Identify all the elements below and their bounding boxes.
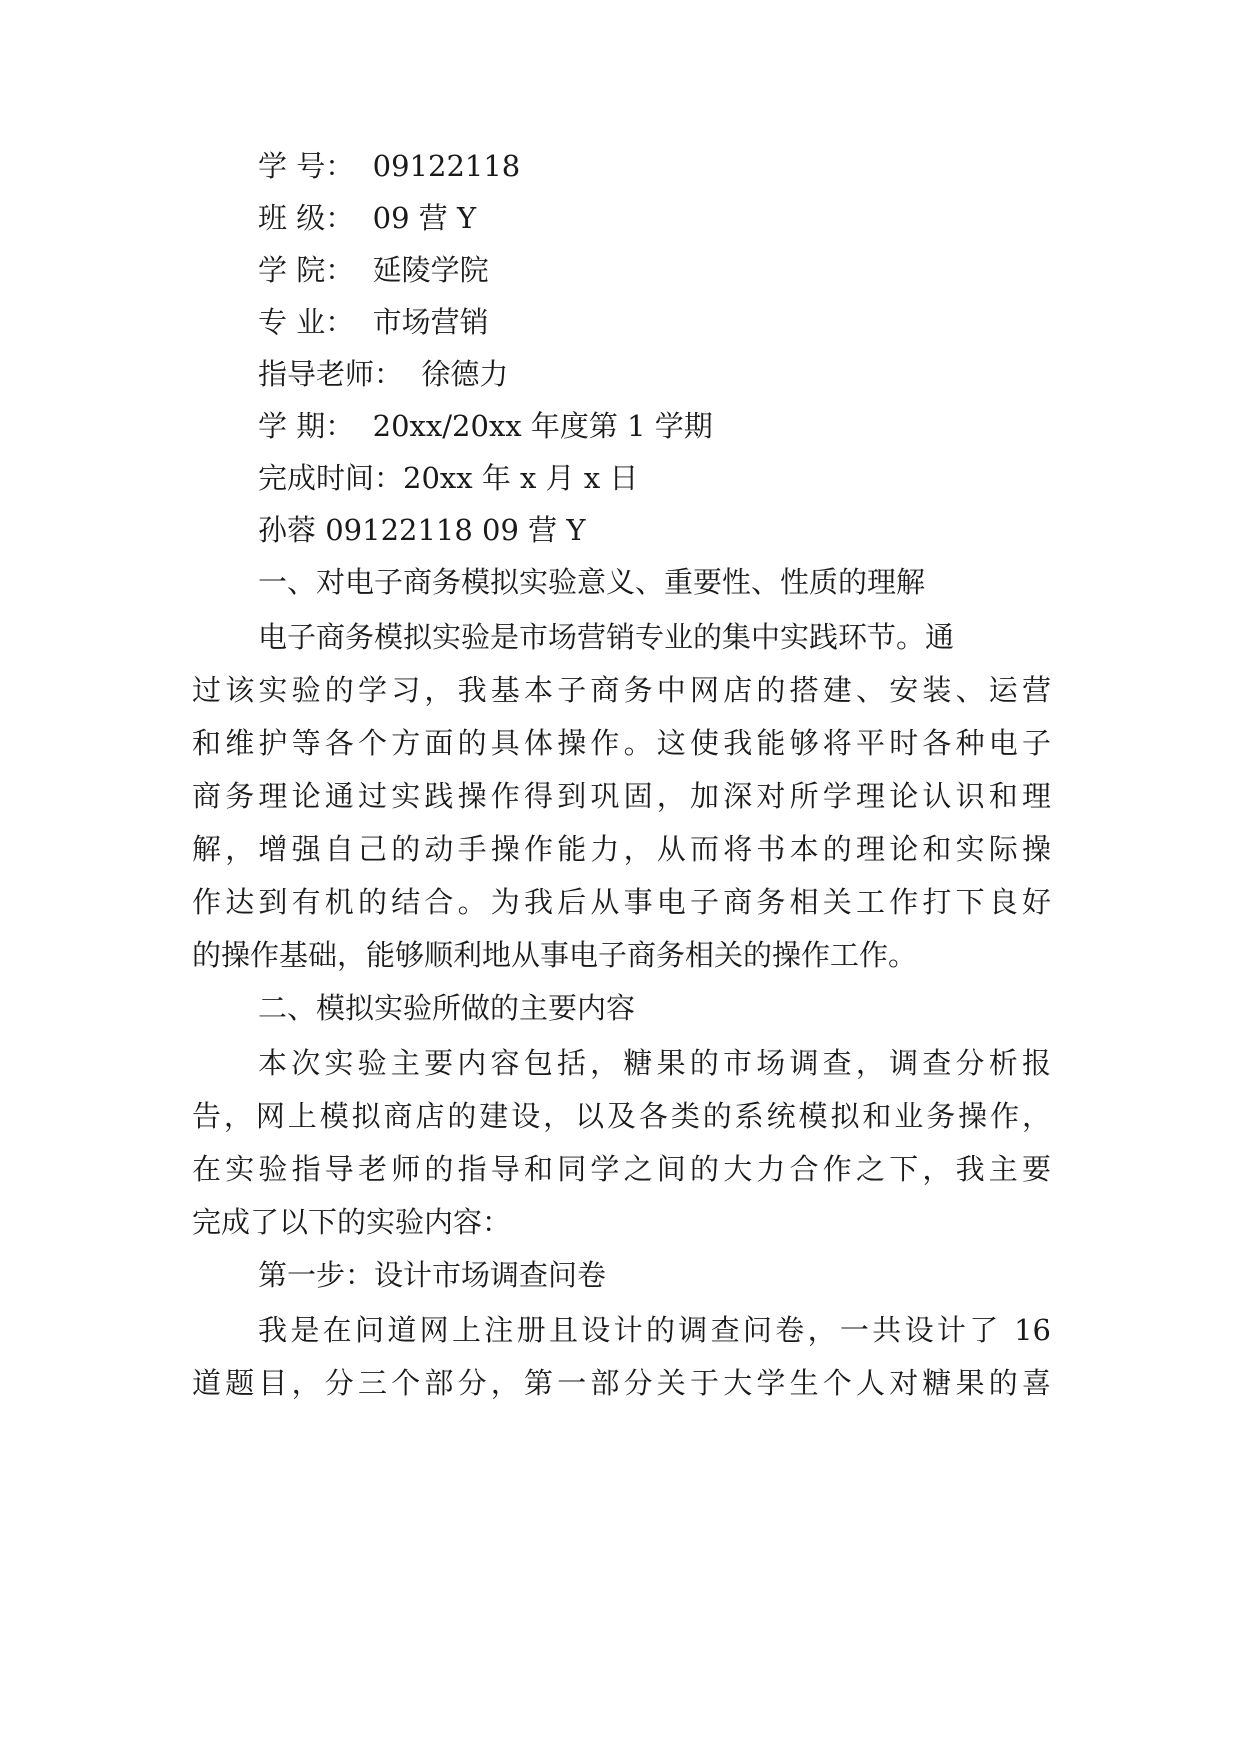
- paragraph-line: 的操作基础，能够顺利地从事电子商务相关的操作工作。: [192, 938, 918, 972]
- paragraph-line: 商务理论通过实践操作得到巩固，加深对所学理论认识和理: [192, 779, 1051, 813]
- paragraph-line: 解，增强自己的动手操作能力，从而将书本的理论和实际操: [192, 832, 1051, 866]
- section-2-heading: 二、模拟实验所做的主要内容: [258, 991, 636, 1025]
- paragraph-line: 我是在问道网上注册且设计的调查问卷，一共设计了 16: [258, 1313, 1051, 1347]
- completion-time-line: 完成时间：20xx 年 x 月 x 日: [258, 461, 639, 495]
- student-number-line: 学 号： 09122118: [258, 149, 521, 183]
- paragraph-line: 作达到有机的结合。为我后从事电子商务相关工作打下良好: [192, 885, 1051, 919]
- author-line: 孙蓉 09122118 09 营 Y: [258, 513, 586, 547]
- paragraph-line: 告，网上模拟商店的建设，以及各类的系统模拟和业务操作，: [192, 1099, 1051, 1133]
- advisor-line: 指导老师： 徐德力: [258, 357, 509, 391]
- paragraph-line: 和维护等各个方面的具体操作。这使我能够将平时各种电子: [192, 726, 1051, 760]
- paragraph-line: 本次实验主要内容包括，糖果的市场调查，调查分析报: [258, 1046, 1051, 1080]
- paragraph-line: 在实验指导老师的指导和同学之间的大力合作之下，我主要: [192, 1152, 1051, 1186]
- step-1-heading: 第一步：设计市场调查问卷: [258, 1258, 607, 1292]
- major-line: 专 业： 市场营销: [258, 305, 489, 339]
- section-1-heading: 一、对电子商务模拟实验意义、重要性、性质的理解: [258, 565, 926, 599]
- paragraph-line: 道题目，分三个部分，第一部分关于大学生个人对糖果的喜: [192, 1366, 1051, 1400]
- semester-line: 学 期： 20xx/20xx 年度第 1 学期: [258, 409, 713, 443]
- class-line: 班 级： 09 营 Y: [258, 201, 477, 235]
- paragraph-line: 完成了以下的实验内容：: [192, 1205, 512, 1239]
- paragraph-line: 电子商务模拟实验是市场营销专业的集中实践环节。通: [258, 620, 955, 654]
- college-line: 学 院： 延陵学院: [258, 253, 489, 287]
- paragraph-line: 过该实验的学习，我基本子商务中网店的搭建、安装、运营: [192, 673, 1051, 707]
